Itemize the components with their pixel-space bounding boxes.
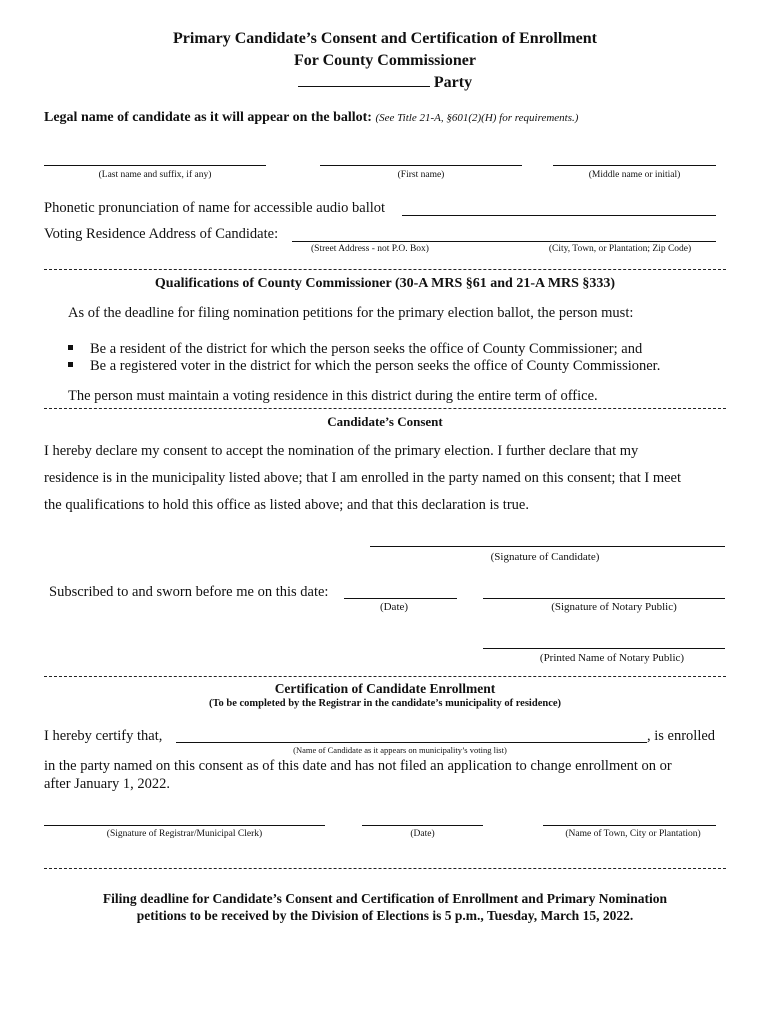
- notary-signature-field[interactable]: [483, 598, 725, 599]
- phonetic-label: Phonetic pronunciation of name for accessible audio ballot: [44, 200, 386, 216]
- candidate-signature-field[interactable]: [370, 546, 725, 547]
- residence-field[interactable]: [292, 241, 716, 242]
- consent-text-line: I hereby declare my consent to accept the nomination of the primary election. I further declare that my: [44, 443, 639, 459]
- certify-prefix: I hereby certify that,: [44, 728, 163, 744]
- notary-printed-name-field[interactable]: [483, 648, 725, 649]
- town-name-field[interactable]: [543, 825, 716, 826]
- last-name-field[interactable]: [44, 165, 266, 166]
- qualifications-heading: Qualifications of County Commissioner (30-A MRS §61 and 21-A MRS §333): [154, 276, 616, 291]
- consent-heading: Candidate’s Consent: [327, 414, 443, 429]
- certification-subheading: (To be completed by the Registrar in the candidate’s municipality of residence): [208, 698, 562, 709]
- first-name-field[interactable]: [320, 165, 522, 166]
- candidate-signature-caption: (Signature of Candidate): [490, 551, 600, 563]
- qualification-item: [68, 341, 642, 358]
- bullet-icon: [68, 345, 73, 350]
- party-line: [0, 72, 770, 94]
- sworn-date-caption: (Date): [379, 601, 409, 613]
- registrar-signature-caption: (Signature of Registrar/Municipal Clerk): [106, 829, 263, 839]
- sworn-date-field[interactable]: [344, 598, 457, 599]
- town-name-caption: (Name of Town, City or Plantation): [565, 829, 701, 839]
- section-divider: [44, 269, 726, 270]
- certification-text-line: after January 1, 2022.: [44, 776, 171, 792]
- qualification-text: Be a registered voter in the district for which the person seeks the office of County Commissioner.: [90, 358, 661, 374]
- section-divider: [44, 868, 726, 869]
- form-title: Primary Candidate’s Consent and Certification of Enrollment: [173, 30, 597, 47]
- bullet-icon: [68, 362, 73, 367]
- residence-label: Voting Residence Address of Candidate:: [44, 226, 279, 242]
- section-divider: [44, 408, 726, 409]
- filing-deadline-line: petitions to be received by the Division of Elections is 5 p.m., Tuesday, March 15, 2022.: [136, 908, 634, 923]
- phonetic-field[interactable]: [402, 215, 716, 216]
- party-label: Party: [433, 74, 473, 91]
- middle-name-caption: (Middle name or initial): [588, 170, 681, 180]
- candidate-name-caption: (Name of Candidate as it appears on municipality’s voting list): [293, 745, 507, 755]
- legal-name-label-row: [44, 110, 578, 126]
- first-name-caption: (First name): [397, 170, 445, 180]
- certification-heading: Certification of Candidate Enrollment: [274, 681, 496, 696]
- candidate-name-field[interactable]: [176, 742, 647, 743]
- certification-date-field[interactable]: [362, 825, 483, 826]
- registrar-signature-field[interactable]: [44, 825, 325, 826]
- notary-signature-caption: (Signature of Notary Public): [551, 601, 677, 613]
- consent-text-line: residence is in the municipality listed above; that I am enrolled in the party named on this consent; that I meet: [44, 470, 682, 486]
- qualification-item: [68, 358, 660, 375]
- form-subtitle: For County Commissioner: [294, 52, 476, 69]
- notary-printed-name-caption: (Printed Name of Notary Public): [539, 652, 685, 664]
- certification-text-line: in the party named on this consent as of this date and has not filed an application to change enrollment on or: [44, 758, 672, 774]
- street-caption: (Street Address - not P.O. Box): [311, 244, 429, 254]
- city-caption: (City, Town, or Plantation; Zip Code): [548, 244, 692, 254]
- qualifications-intro: As of the deadline for filing nomination petitions for the primary election ballot, the person must:: [68, 305, 634, 321]
- filing-deadline-line: Filing deadline for Candidate’s Consent and Certification of Enrollment and Primary Nomination: [102, 891, 668, 906]
- qualification-text: Be a resident of the district for which the person seeks the office of County Commissioner; and: [90, 341, 643, 357]
- party-name-field[interactable]: [298, 72, 430, 87]
- certification-date-caption: (Date): [410, 829, 435, 839]
- certify-suffix: , is enrolled: [647, 728, 716, 744]
- middle-name-field[interactable]: [553, 165, 716, 166]
- consent-text-line: the qualifications to hold this office as listed above; and that this declaration is true.: [44, 497, 529, 513]
- legal-name-note: (See Title 21-A, §601(2)(H) for requirements.): [375, 112, 579, 124]
- qualifications-closing: The person must maintain a voting residence in this district during the entire term of office.: [68, 388, 598, 404]
- sworn-label: Subscribed to and sworn before me on this date:: [49, 584, 329, 600]
- legal-name-label: Legal name of candidate as it will appear on the ballot:: [44, 110, 372, 125]
- last-name-caption: (Last name and suffix, if any): [98, 170, 212, 180]
- section-divider: [44, 676, 726, 677]
